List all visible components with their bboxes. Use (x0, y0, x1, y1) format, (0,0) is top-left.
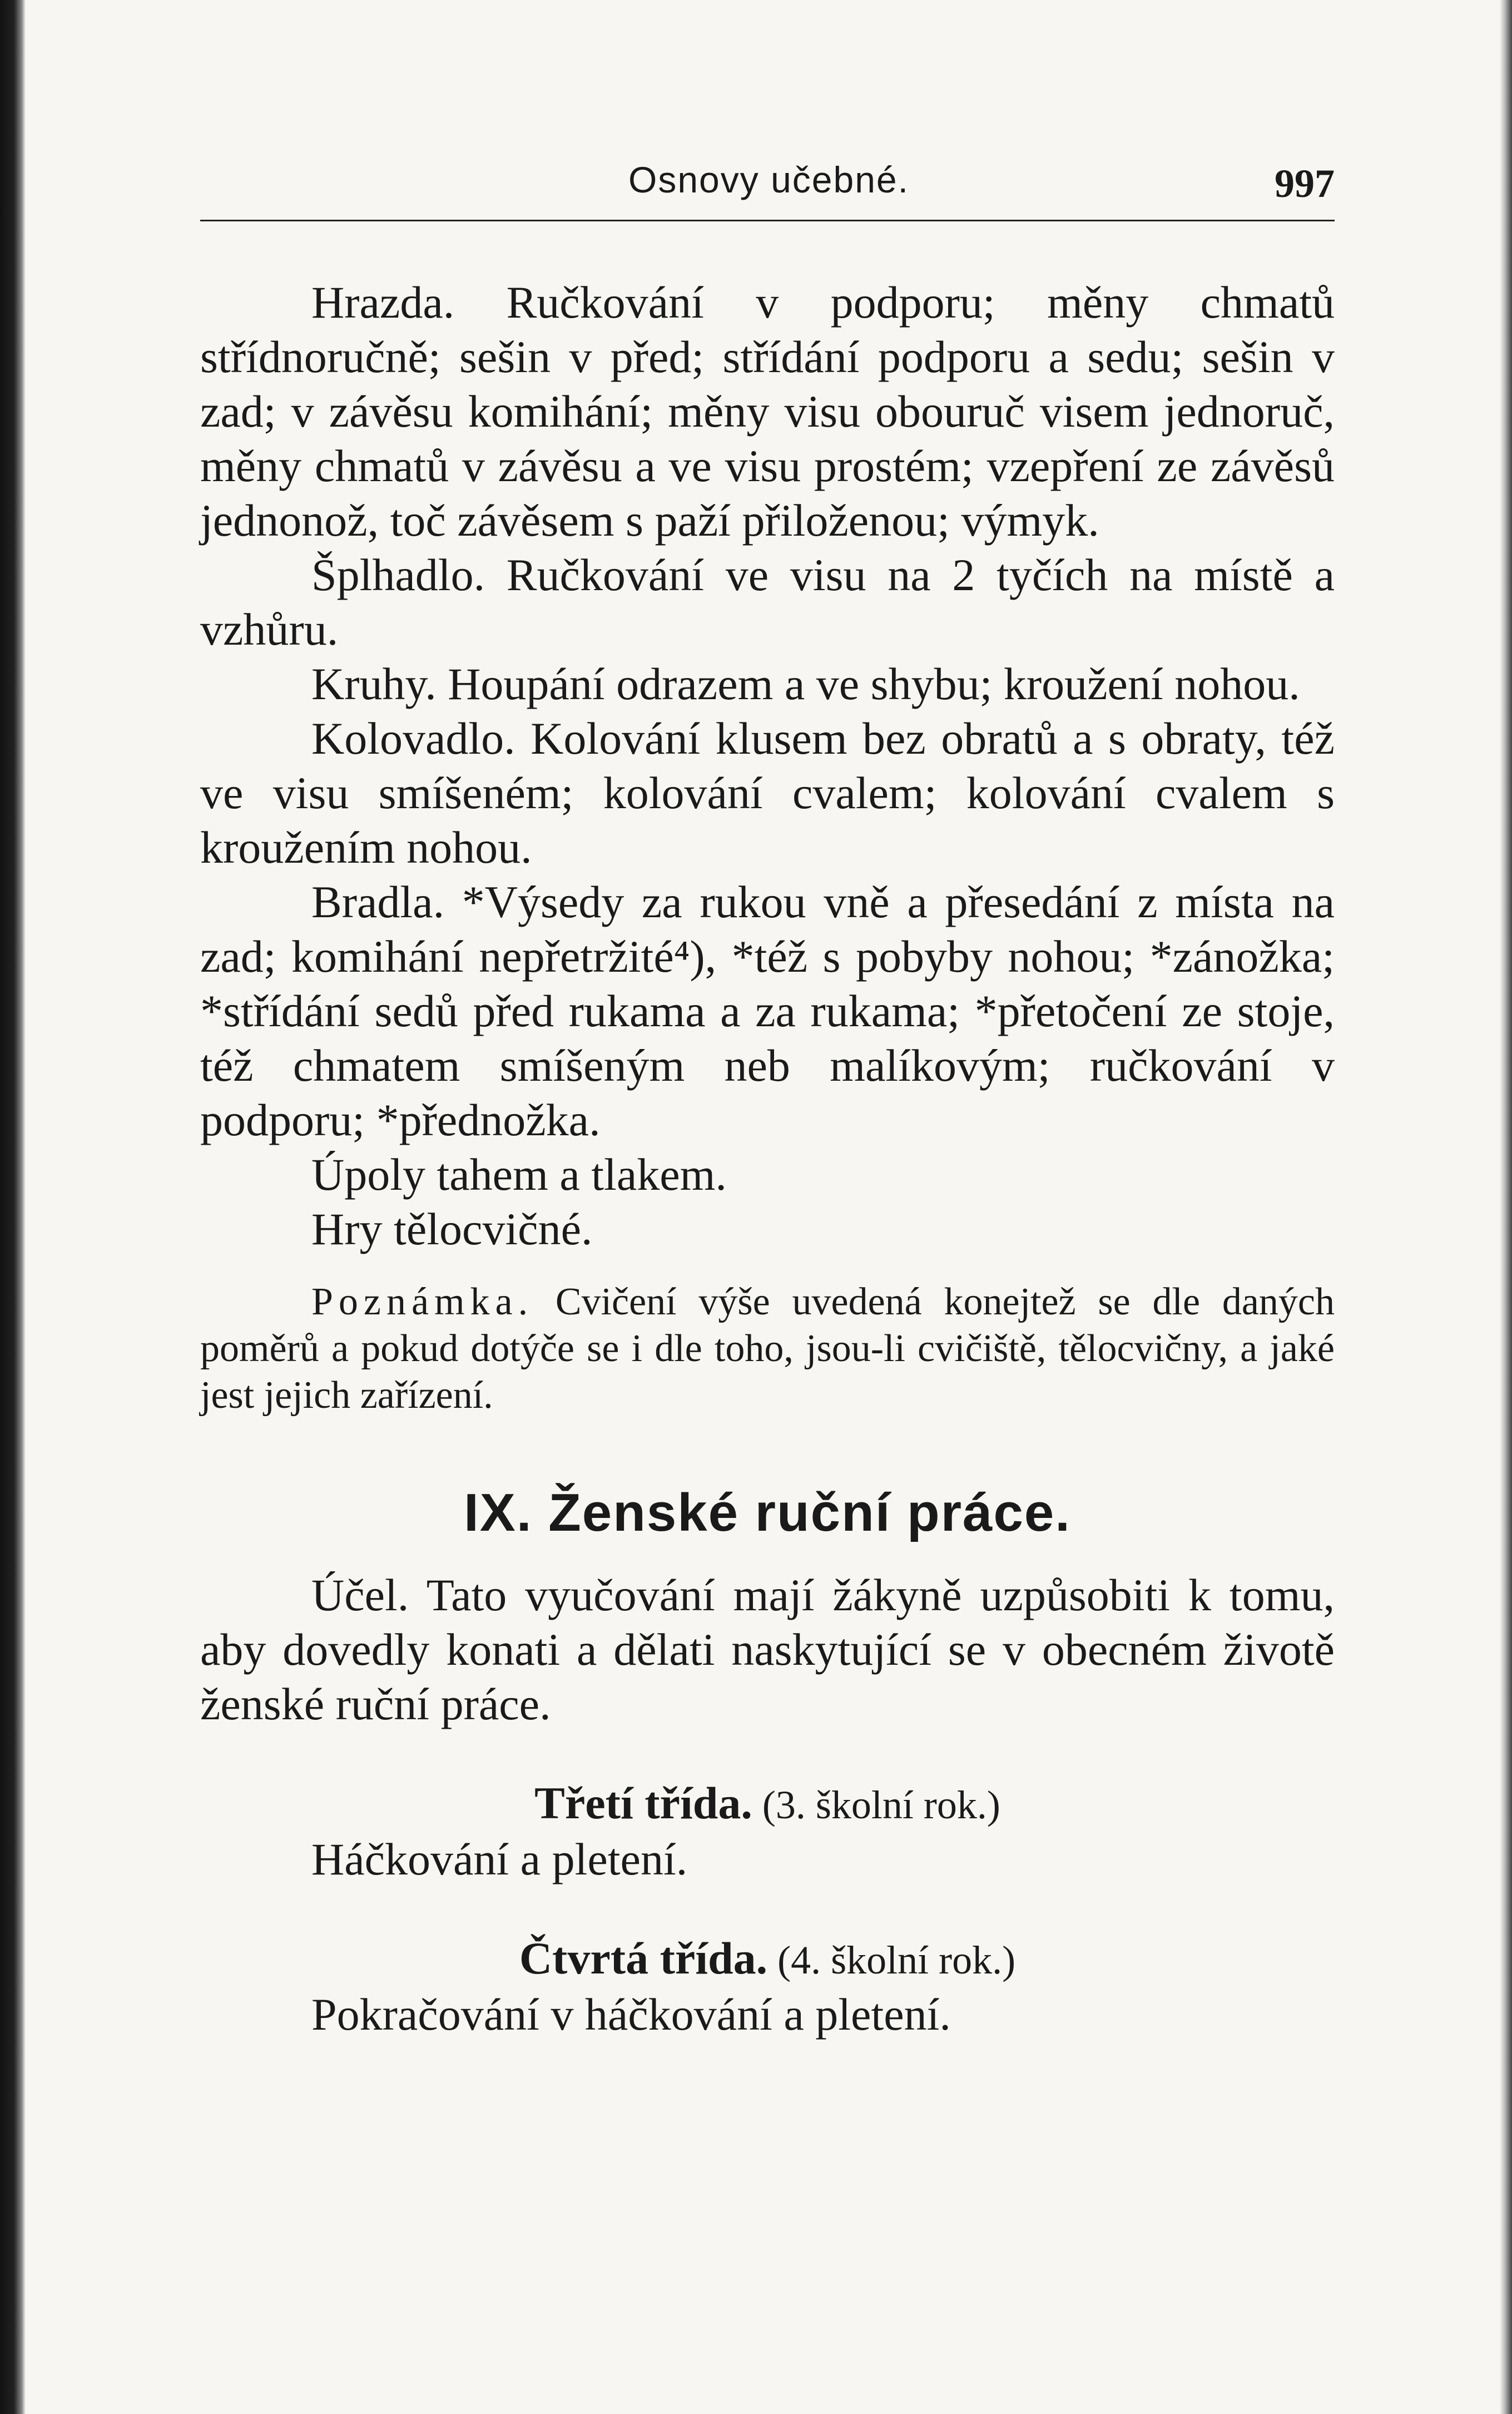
paragraph-text: tělocvičné. (382, 1204, 593, 1254)
page-binding-shadow (0, 0, 26, 2414)
paragraph-bradla (200, 875, 1335, 1147)
paragraph-lead: Hry (311, 1204, 383, 1254)
paragraph-hrazda (200, 275, 1335, 548)
class-heading-fourth (200, 1931, 1335, 1987)
note-paragraph (200, 1279, 1335, 1419)
paragraph-text: *Výsedy za rukou vně a přesedání z místa na zad; komihání nepřetržité⁴), *též s pobyby nohou; *zánožka; *střídání sedů před rukama a za rukama; *přetočení ze stoje, též chmatem smíšeným neb malíkovým; ručkování v podporu; *přednožka. (200, 877, 1335, 1145)
paragraph-lead: Bradla. (311, 877, 445, 927)
paragraph-kruhy (200, 657, 1335, 711)
paragraph-text: Ručkování ve visu na 2 tyčích na místě a vzhůru. (200, 550, 1335, 655)
paragraph-upoly (200, 1147, 1335, 1202)
page-content (200, 275, 1335, 2042)
section-title: IX. Ženské ruční práce. (464, 1483, 1071, 1542)
class-content-third: Háčkování a pletení. (311, 1834, 688, 1884)
class-heading-year: (4. školní rok.) (767, 1938, 1016, 1982)
class-heading-third (200, 1776, 1335, 1832)
paragraph-lead: Úpoly (311, 1149, 425, 1200)
section-purpose: Účel. Tato vyučování mají žákyně uzpůsobiti k tomu, aby dovedly konati a dělati naskytující se v obecném životě ženské ruční práce. (200, 1570, 1335, 1729)
note-label: Poznámka. (311, 1280, 534, 1323)
paragraph-splhadlo (200, 548, 1335, 657)
note-text: Cvičení výše uvedená konejtež se dle daných poměrů a pokud dotýče se i dle toho, jsou-li cvičiště, tělocvičny, a jaké jest jejich zařízení. (200, 1280, 1335, 1417)
paragraph-lead: Kruhy. (311, 659, 437, 709)
paragraph-kolovadlo (200, 711, 1335, 875)
running-title: Osnovy učebné. (628, 159, 909, 200)
page-header (200, 159, 1335, 225)
header-rule (200, 220, 1335, 221)
paragraph-lead: Šplhadlo. (311, 550, 485, 600)
class-heading-year: (3. školní rok.) (752, 1783, 1000, 1827)
class-heading-label: Čtvrtá třída. (519, 1933, 768, 1983)
paragraph-text: Ručkování v podporu; měny chmatů střídnoručně; sešin v před; střídání podporu a sedu; sešin v zad; v závěsu komihání; měny visu obouruč visem jednoruč, měny chmatů v závěsu a ve visu prostém; vzepření ze závěsů jednonož, toč závěsem s paží přiloženou; výmyk. (200, 277, 1335, 546)
class-content-fourth: Pokračování v háčkování a pletení. (311, 1989, 951, 2040)
paragraph-hry (200, 1202, 1335, 1257)
page-edge-shadow (1500, 0, 1512, 2414)
paragraph-text: tahem a tlakem. (425, 1149, 727, 1200)
class-heading-label: Třetí třída. (534, 1778, 752, 1828)
paragraph-lead: Hrazda. (311, 277, 455, 328)
paragraph-text: Kolování klusem bez obratů a s obraty, též ve visu smíšeném; kolování cvalem; kolování cvalem s kroužením nohou. (200, 713, 1335, 873)
paragraph-lead: Kolovadlo. (311, 713, 515, 764)
page-number: 997 (1275, 161, 1335, 206)
paragraph-text: Houpání odrazem a ve shybu; kroužení nohou. (436, 659, 1300, 709)
